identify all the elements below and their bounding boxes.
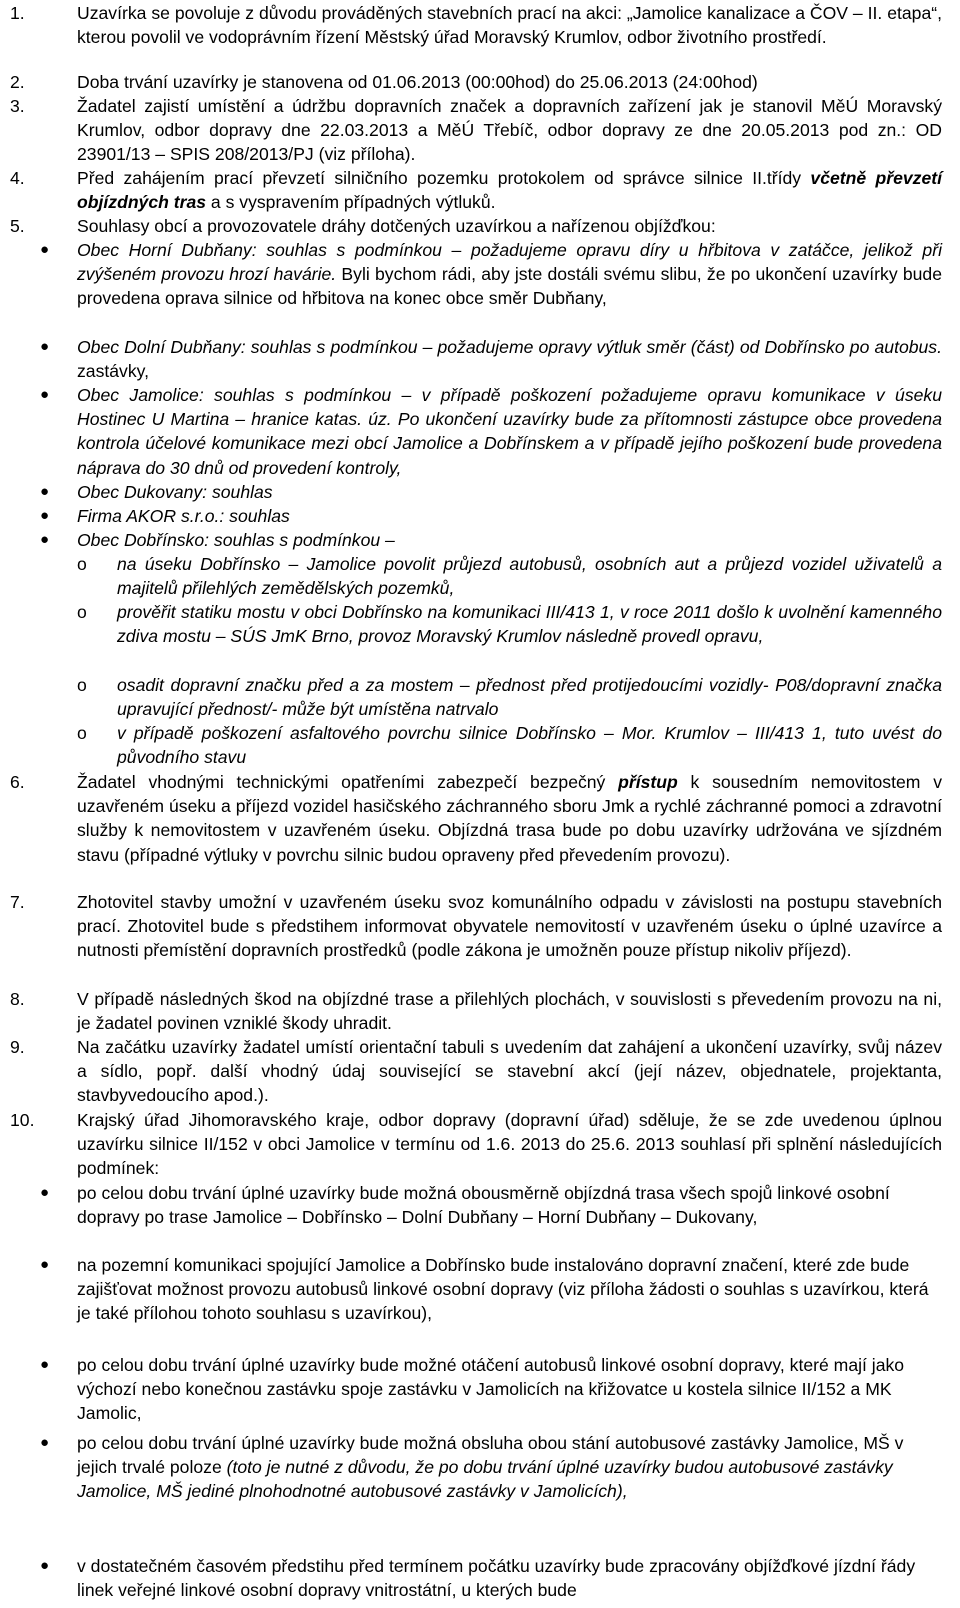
item-text — [77, 770, 942, 867]
bullet-text — [77, 1353, 942, 1426]
text-run: v dostatečném časovém předstihu před termínem počátku uzavírky bude zpracovány objížďkové jízdní řády linek veřejné linkové osobní dopravy vnitrostátní, u kterých bude — [77, 1556, 916, 1601]
item-7 — [0, 890, 960, 963]
sub-item-text — [117, 721, 942, 769]
text-run: přístup — [618, 772, 678, 792]
bullet-item — [0, 1353, 960, 1426]
bullet-icon: ● — [40, 1256, 50, 1273]
text-run: Žadatel zajistí umístění a údržbu dopravních značek a dopravních zařízení jak je stanovil MěÚ Moravský Krumlov, odbor dopravy dne 22.03.2013 a MěÚ Třebíč, odbor dopravy ze dne 20.05.2013 pod zn.: OD 23901/13 – SPIS 208/2013/PJ (viz příloha). — [77, 96, 942, 165]
item-number: 4. — [10, 168, 25, 188]
text-run: Obec Dobřínsko: souhlas s podmínkou – — [77, 530, 395, 550]
item-text — [77, 890, 942, 963]
text-run: (toto je nutné z důvodu, že po dobu trvání úplné uzavírky budou autobusové zastávky Jamolice, MŠ jediné plnohodnotné autobusové zastávky v Jamolicích), — [77, 1457, 893, 1502]
text-run: Po ukončení uzavírky bude za přítomnosti zástupce obce provedena kontrola účelové komunikace mezi obcí Jamolice a Dobřínskem a v případě jejího poškození bude provedena náprava do 30 dnů od provedení kontroly, — [77, 409, 942, 478]
bullet-item — [0, 335, 960, 383]
bullet-icon: ● — [40, 483, 50, 500]
bullet-item — [0, 1253, 960, 1326]
item-number: 7. — [10, 892, 25, 912]
item-number: 9. — [10, 1037, 25, 1057]
bullet-icon: ● — [40, 386, 50, 403]
sub-item — [0, 673, 960, 721]
bullet-text — [77, 1554, 942, 1602]
bullet-item — [0, 1554, 960, 1602]
text-run: Žadatel vhodnými technickými opatřeními zabezpečí bezpečný — [77, 772, 619, 792]
text-run: po celou dobu trvání úplné uzavírky bude možná obsluha obou stání autobusové zastávky Jamolice, MŠ v jejich trvalé poloze — [77, 1433, 904, 1478]
sub-item — [0, 552, 960, 600]
bullet-icon: ● — [40, 1557, 50, 1574]
item-number: 1. — [10, 3, 25, 23]
item-4 — [0, 166, 960, 214]
text-run: Obec Horní Dubňany: souhlas s podmínkou – požadujeme opravu díry u hřbitova v zatáčce, jelikož při zvýšeném provozu hrozí havárie. — [77, 240, 942, 285]
item-number: 5. — [10, 216, 25, 236]
text-run: Zhotovitel stavby umožní v uzavřeném úseku svoz komunálního odpadu v závislosti na postupu stavebních prací. Zhotovitel bude s předstihem informovat obyvatele nemovitostí v uzavřeném úseku o úplné uzavírce a nutnosti přemístění dopravních prostředků (podle zákona je umožněn pouze přístup nikoliv příjezd). — [77, 892, 942, 961]
sub-item — [0, 721, 960, 769]
text-run: Obec Dolní Dubňany: souhlas s podmínkou – požadujeme opravy výtluk směr (část) od Dobřínsko po autobus. — [77, 337, 942, 357]
bullet-text — [77, 1253, 942, 1326]
bullet-icon: ● — [40, 1356, 50, 1373]
bullet-text — [77, 528, 942, 552]
text-run: Na začátku uzavírky žadatel umístí orientační tabuli s uvedením dat zahájení a ukončení uzavírky, svůj název a sídlo, popř. další vhodný údaj související se stavební akcí (její název, objednatele, projektanta, stavbyvedoucího apod.). — [77, 1037, 942, 1106]
sub-item-text — [117, 600, 942, 648]
text-run: Obec Jamolice: souhlas s podmínkou – v případě poškození požadujeme opravu komunikace v úseku Hostinec U Martina – hranice katas. úz. — [77, 385, 942, 430]
text-run: Souhlasy obcí a provozovatele dráhy dotčených uzavírkou a nařízenou objížďkou: — [77, 216, 716, 236]
item-text — [77, 987, 942, 1035]
bullet-text — [77, 335, 942, 383]
text-run: Firma AKOR s.r.o.: souhlas — [77, 506, 290, 526]
circle-bullet-icon: o — [77, 675, 87, 695]
text-run: na úseku Dobřínsko – Jamolice povolit průjezd autobusů, osobních aut a průjezd vozidel uživatelů a majitelů přilehlých zemědělských pozemků, — [117, 554, 942, 599]
sub-item-text — [117, 673, 942, 721]
text-run: k sousedním nemovitostem v uzavřeném úseku a příjezd vozidel hasičského záchranného sboru Jmk a rychlé záchranné pomoci a zdravotní služby k nemovitostem v uzavřeném úseku. Objízdná trasa bude po dobu uzavírky udržována ve sjízdném stavu (případné výtluky v povrchu silnic budou opraveny před převedením provozu). — [77, 772, 942, 865]
item-text — [77, 70, 942, 94]
item-10 — [0, 1108, 960, 1181]
item-text — [77, 1035, 942, 1108]
text-run: prověřit statiku mostu v obci Dobřínsko na komunikaci III/413 1, v roce 2011 došlo k uvolnění kamenného zdiva mostu – SÚS JmK Brno, provoz Moravský Krumlov následně provedl opravu, — [117, 602, 942, 647]
item-text — [77, 214, 942, 238]
bullet-icon: ● — [40, 338, 50, 355]
text-run: zastávky, — [77, 361, 150, 382]
item-8 — [0, 987, 960, 1035]
text-run: na pozemní komunikaci spojující Jamolice a Dobřínsko bude instalováno dopravní značení, které zde bude zajišťovat možnost provozu autobusů linkové osobní dopravy (viz příloha žádosti o souhlas s uzavírkou, která je také přílohou tohoto souhlasu s uzavírkou), — [77, 1255, 929, 1324]
item-number: 2. — [10, 72, 25, 92]
item-text — [77, 94, 942, 167]
item-5 — [0, 214, 960, 238]
item-2 — [0, 70, 960, 94]
text-run: Krajský úřad Jihomoravského kraje, odbor dopravy (dopravní úřad) sděluje, že se zde uvedenou úplnou uzavírku silnice II/152 v obci Jamolice v termínu od 1.6. 2013 do 25.6. 2013 souhlasí při splnění následujících podmínek: — [77, 1110, 942, 1179]
item-9 — [0, 1035, 960, 1108]
bullet-icon: ● — [40, 507, 50, 524]
text-run: včetně převzetí objízdných tras — [77, 168, 942, 213]
text-run: po celou dobu trvání úplné uzavírky bude možné otáčení autobusů linkové osobní dopravy, které mají jako výchozí nebo konečnou zastávku spoje zastávku v Jamolicích na křižovatce u kostela silnice II/152 a MK Jamolic, — [77, 1355, 905, 1424]
text-run: po celou dobu trvání úplné uzavírky bude možná obousměrně objízdná trasa všech spojů linkové osobní dopravy po trase Jamolice – Dobřínsko – Dolní Dubňany – Horní Dubňany – Dukovany, — [77, 1183, 890, 1228]
bullet-text — [77, 383, 942, 480]
item-3 — [0, 94, 960, 167]
bullet-item — [0, 383, 960, 480]
item-number: 6. — [10, 772, 25, 792]
sub-item-text — [117, 552, 942, 600]
bullet-item — [0, 238, 960, 311]
item-number: 3. — [10, 96, 25, 116]
bullet-item — [0, 480, 960, 504]
bullet-item — [0, 1431, 960, 1504]
circle-bullet-icon: o — [77, 602, 87, 622]
text-run: a s vyspravením případných výtluků. — [206, 192, 496, 213]
bullet-item — [0, 528, 960, 552]
text-run: Obec Dukovany: souhlas — [77, 482, 273, 502]
bullet-icon: ● — [40, 531, 50, 548]
text-run: V případě následných škod na objízdné trase a přilehlých plochách, v souvislosti s převedením provozu na ni, je žadatel povinen vzniklé škody uhradit. — [77, 989, 942, 1034]
text-run: v případě poškození asfaltového povrchu silnice Dobřínsko – Mor. Krumlov – III/413 1, tuto uvést do původního stavu — [117, 723, 942, 768]
item-text — [77, 166, 942, 214]
item-6 — [0, 770, 960, 867]
text-run: Uzavírka se povoluje z důvodu prováděných stavebních prací na akci: „Jamolice kanalizace a ČOV – II. etapa“, kterou povolil ve vodoprávním řízení Městský úřad Moravský Krumlov, odbor životního prostředí. — [77, 3, 942, 48]
text-run: Byli bychom rádi, aby jste dostáli svému slibu, že po ukončení uzavírky bude provedena oprava silnice od hřbitova na konec obce směr Dubňany, — [77, 264, 942, 309]
bullet-text — [77, 1431, 942, 1504]
bullet-icon: ● — [40, 241, 50, 258]
circle-bullet-icon: o — [77, 723, 87, 743]
bullet-text — [77, 480, 942, 504]
sub-item — [0, 600, 960, 648]
bullet-icon: ● — [40, 1434, 50, 1451]
bullet-text — [77, 238, 942, 311]
bullet-icon: ● — [40, 1184, 50, 1201]
item-1 — [0, 1, 960, 49]
item-number: 8. — [10, 989, 25, 1009]
text-run: Před zahájením prací převzetí silničního pozemku protokolem od správce silnice II.třídy — [77, 168, 811, 188]
item-text — [77, 1108, 942, 1181]
bullet-item — [0, 504, 960, 528]
text-run: osadit dopravní značku před a za mostem – přednost před protijedoucími vozidly- P08/dopravní značka upravující přednost/- může být umístěna natrvalo — [117, 675, 942, 720]
bullet-text — [77, 504, 942, 528]
item-text — [77, 1, 942, 49]
bullet-item — [0, 1181, 960, 1229]
circle-bullet-icon: o — [77, 554, 87, 574]
text-run: Doba trvání uzavírky je stanovena od 01.06.2013 (00:00hod) do 25.06.2013 (24:00hod) — [77, 72, 758, 92]
bullet-text — [77, 1181, 942, 1229]
item-number: 10. — [10, 1110, 35, 1130]
